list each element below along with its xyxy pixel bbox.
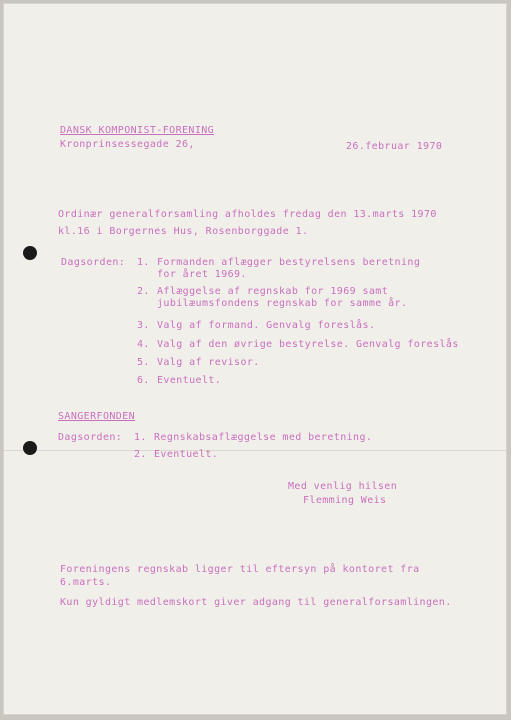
section-item-text: Eventuelt. <box>154 449 219 460</box>
section-item-num: 1. <box>134 432 147 443</box>
agenda-item-num: 2. <box>137 286 150 297</box>
signature-name: Flemming Weis <box>303 495 387 506</box>
agenda-item-text: Valg af formand. Genvalg foreslås. <box>157 320 376 331</box>
agenda-item-text: Eventuelt. <box>157 375 222 386</box>
agenda-item-num: 3. <box>137 320 150 331</box>
agenda-item-num: 1. <box>137 257 150 268</box>
org-address: Kronprinsessegade 26, <box>60 139 195 150</box>
agenda-item-text: Formanden aflægger bestyrelsens beretning <box>157 257 421 268</box>
signature-greeting: Med venlig hilsen <box>288 481 398 492</box>
punch-hole-top <box>23 246 37 260</box>
punch-hole-bottom <box>23 441 37 455</box>
footer-line-3: Kun gyldigt medlemskort giver adgang til generalforsamlingen. <box>60 597 452 608</box>
agenda-item-text: for året 1969. <box>157 269 247 280</box>
intro-line-2: kl.16 i Borgernes Hus, Rosenborggade 1. <box>58 226 309 237</box>
org-name: DANSK KOMPONIST-FORENING <box>60 125 215 136</box>
agenda-item-text: jubilæumsfondens regnskab for samme år. <box>157 298 408 309</box>
agenda-item-num: 5. <box>137 357 150 368</box>
letter-page <box>3 3 507 715</box>
section-item-text: Regnskabsaflæggelse med beretning. <box>154 432 373 443</box>
section-title: SANGERFONDEN <box>58 411 136 422</box>
section-agenda-label: Dagsorden: <box>58 432 123 443</box>
agenda-item-num: 6. <box>137 375 150 386</box>
letter-date: 26.februar 1970 <box>346 141 443 152</box>
paper-fold <box>3 450 507 451</box>
agenda-item-text: Aflæggelse af regnskab for 1969 samt <box>157 286 389 297</box>
intro-line-1: Ordinær generalforsamling afholdes fredag den 13.marts 1970 <box>58 209 437 220</box>
agenda-item-text: Valg af den øvrige bestyrelse. Genvalg foreslås <box>157 339 459 350</box>
agenda-label: Dagsorden: <box>61 257 126 268</box>
section-item-num: 2. <box>134 449 147 460</box>
agenda-item-num: 4. <box>137 339 150 350</box>
agenda-item-text: Valg af revisor. <box>157 357 260 368</box>
footer-line-1: Foreningens regnskab ligger til eftersyn på kontoret fra <box>60 564 420 575</box>
footer-line-2: 6.marts. <box>60 577 112 588</box>
